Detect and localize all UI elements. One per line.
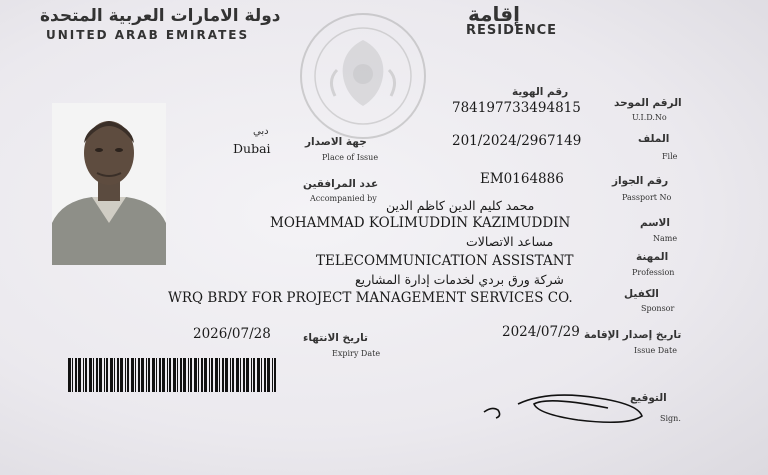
signature-label-arabic: التوقيع [630,392,667,404]
uid-label-english: U.I.D.No [632,113,667,122]
name-value-arabic: محمد كليم الدين كاظم الدين [386,198,535,213]
uid-label-arabic: الرقم الموحد [614,97,682,109]
profession-value: TELECOMMUNICATION ASSISTANT [316,253,574,269]
name-label-english: Name [653,234,678,243]
expiry-date-value: 2026/07/28 [193,326,271,342]
place-of-issue-value: Dubai [233,141,271,156]
id-number-label-arabic: رقم الهوية [512,86,569,98]
passport-label-english: Passport No [622,193,672,202]
file-label-english: File [662,152,678,161]
passport-value: EM0164886 [480,171,564,187]
document-type-arabic: إقامة [468,2,520,26]
place-of-issue-label-arabic: جهة الاصدار [305,136,367,148]
sponsor-label-arabic: الكفيل [624,288,659,300]
name-value: MOHAMMAD KOLIMUDDIN KAZIMUDDIN [270,215,571,231]
barcode [68,358,280,392]
issue-date-value: 2024/07/29 [502,324,580,340]
signature-label-english: Sign. [660,414,681,423]
issue-date-label-english: Issue Date [634,346,677,355]
file-value: 201/2024/2967149 [452,133,582,149]
id-number-value: 784197733494815 [452,100,581,116]
sponsor-value-arabic: شركة ورق بردي لخدمات إدارة المشاريع [355,272,564,287]
uae-emblem-watermark [297,10,429,142]
name-label-arabic: الاسم [640,217,670,229]
file-label-arabic: الملف [638,133,670,145]
accompanied-label-arabic: عدد المرافقين [303,178,379,190]
issue-date-label-arabic: تاريخ إصدار الإقامة [584,329,682,341]
expiry-date-label-arabic: تاريخ الانتهاء [303,332,368,344]
country-name-english: UNITED ARAB EMIRATES [46,28,250,42]
place-of-issue-value-arabic: دبي [253,126,269,137]
profession-label-english: Profession [632,268,675,277]
passport-label-arabic: رقم الجواز [612,175,669,187]
profession-label-arabic: المهنة [636,251,669,263]
document-type-english: RESIDENCE [466,23,558,38]
profession-value-arabic: مساعد الاتصالات [466,234,554,249]
sponsor-value: WRQ BRDY FOR PROJECT MANAGEMENT SERVICES CO. [168,290,573,306]
country-name-arabic: دولة الامارات العربية المتحدة [40,6,281,26]
holder-photo [52,103,166,265]
expiry-date-label-english: Expiry Date [332,349,381,358]
accompanied-label-english: Accompanied by [310,194,377,203]
place-of-issue-label-english: Place of Issue [322,153,379,162]
sponsor-label-english: Sponsor [641,304,675,313]
